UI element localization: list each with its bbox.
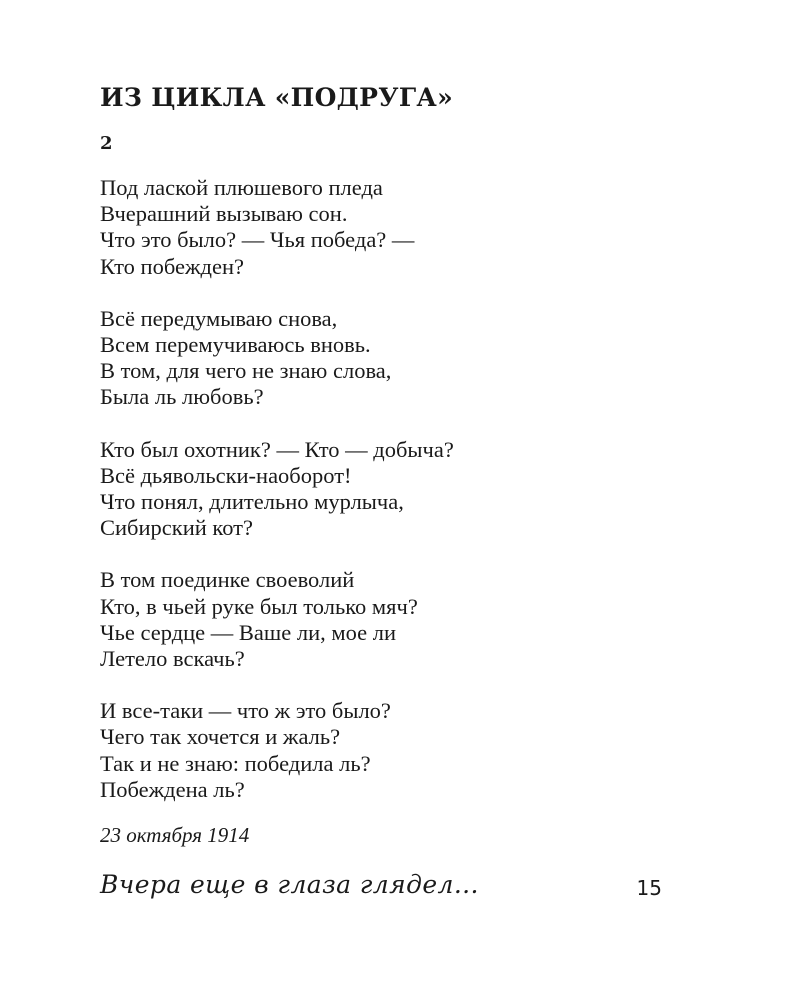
poem-line: Всем перемучиваюсь вновь. <box>100 332 371 358</box>
poem-title: ИЗ ЦИКЛА «ПОДРУГА» <box>100 83 454 112</box>
poem-line: Так и не знаю: победила ль? <box>100 750 371 776</box>
stanza <box>100 306 680 411</box>
page-footer <box>100 866 662 916</box>
poem-line: Кто был охотник? — Кто — добыча? <box>100 436 454 462</box>
poem-line: Всё дьявольски-наоборот! <box>100 462 352 488</box>
poem-page <box>100 78 680 849</box>
poem-line: Под лаской плюшевого пледа <box>100 175 383 200</box>
poem-line: Кто, в чьей руке был только мяч? <box>100 593 418 619</box>
section-number: 2 <box>100 133 113 154</box>
stanza <box>100 698 680 803</box>
poem-line: В том поединке своеволий <box>100 567 355 593</box>
poem-line: Всё передумываю снова, <box>100 305 338 331</box>
stanza <box>100 175 680 280</box>
poem-line: И все-таки — что ж это было? <box>100 698 391 724</box>
poem-line: Чье сердце — Ваше ли, мое ли <box>100 619 397 645</box>
poem-line: Кто побежден? <box>100 253 244 279</box>
poem-line: Сибирский кот? <box>100 515 253 541</box>
stanza <box>100 437 680 542</box>
poem-line: Была ль любовь? <box>100 384 264 410</box>
poem-line: Что понял, длительно мурлыча, <box>100 489 404 515</box>
poem-body <box>100 175 680 803</box>
poem-date: 23 октября 1914 <box>100 823 250 848</box>
poem-line: Чего так хочется и жаль? <box>100 724 341 750</box>
running-title: Вчера еще в глаза глядел... <box>100 870 479 899</box>
poem-line: Вчерашний вызываю сон. <box>100 201 348 227</box>
stanza <box>100 567 680 672</box>
poem-line: Что это было? — Чья победа? — <box>100 227 415 253</box>
poem-line: Побеждена ль? <box>100 776 245 802</box>
poem-line: Летело вскачь? <box>100 646 245 672</box>
page-number: 15 <box>636 876 662 900</box>
poem-line: В том, для чего не знаю слова, <box>100 358 392 384</box>
